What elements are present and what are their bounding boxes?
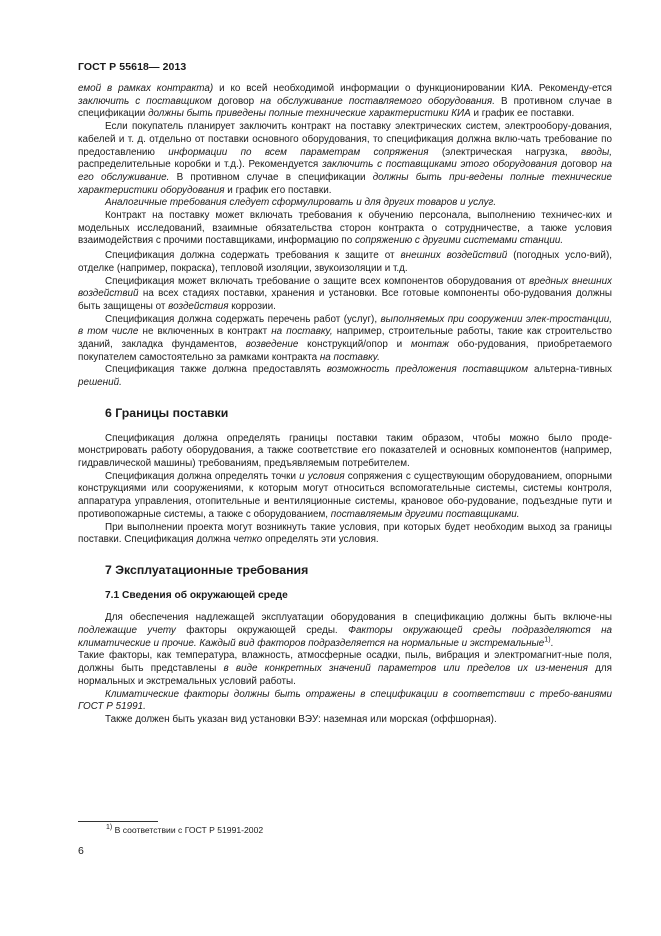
page-number: 6: [78, 845, 84, 857]
paragraph: Спецификация должна содержать перечень работ (услуг), выполняемых при сооружении элек-тростанции, в том числе не включенных в контракт на поставку, например, строительные работы, такие как строительство зданий, закладка фундаментов, возведение конструкций/опор и монтаж обо-рудования, приобретаемого покупателем самостоятельно за рамками контракта на поставку.: [78, 313, 612, 363]
footnote-divider: [78, 821, 158, 822]
section-heading: 6 Границы поставки: [105, 405, 229, 420]
paragraph: Спецификация должна определять точки и условия сопряжения с существующим оборудованием, опорными конструкциями или сооружениями, к которым могут относиться вспомогательные системы, системы контроля, аппаратура управления, отопительные и вентиляционные системы, крановое обо-рудование, подъездные пути и противопожарные системы, а также с оборудованием, поставляемым другими поставщиками.: [78, 470, 612, 520]
paragraph: Спецификация может включать требование о защите всех компонентов оборудования от вредных внешних воздействий на всех стадиях поставки, хранения и установки. Все готовые компоненты обо-рудования должны быть защищены от воздействия коррозии.: [78, 275, 612, 312]
subsection-heading: 7.1 Сведения об окружающей среде: [105, 589, 288, 601]
paragraph: При выполнении проекта могут возникнуть такие условия, при которых будет необходим выход за границы поставки. Спецификация должна четко определять эти условия.: [78, 521, 612, 546]
document-body: [78, 83, 612, 727]
paragraph: Спецификация должна содержать требования к защите от внешних воздействий (погодных усло-вий), отделке (например, покраска), тепловой изоляции, звукоизоляции и т.д.: [78, 250, 612, 274]
paragraph: Также должен быть указан вид установки ВЭУ: наземная или морская (оффшорная).: [105, 713, 497, 725]
footnote-text: В соответствии с ГОСТ Р 51991-2002: [112, 825, 264, 835]
paragraph: Для обеспечения надлежащей эксплуатации оборудования в спецификацию должны быть включе-ны подлежащие учету факторы окружающей среды. Факторы окружающей среды подразделяются на климатические и прочие. Каждый вид факторов подразделяется на нормальные и экстремальные$^{1)}$.: [78, 612, 613, 649]
paragraph: емой в рамках контракта) и ко всей необходимой информации о функционировании КИА. Рекоменду-ется заключить с поставщиком договор на обслуживание поставляемого оборудования. В противном случае в спецификации должны быть приведены полные технические характеристики КИА и график ее поставки.: [78, 83, 612, 120]
paragraph: Аналогичные требования следует сформулировать и для других товаров и услуг.: [105, 197, 497, 209]
paragraph: Спецификация также должна предоставлять возможность предложения поставщиком альтерна-тивных решений.: [78, 364, 612, 389]
footnote-ref[interactable]: 1): [544, 636, 551, 644]
paragraph: Спецификация должна определять границы поставки таким образом, чтобы можно было проде-монстрировать работу оборудования, а также соответствие его показателей и основных компонентов (например, гидравлической машины) требованиям, предъявляемым потребителем.: [78, 432, 612, 469]
footnote-mark: 1): [106, 824, 113, 832]
paragraph: Контракт на поставку может включать требования к обучению персонала, выполнению техничес-ких и модельных исследований, взаимные обязательства сторон контракта о сотрудничестве, а также условия взаимодействия с прочими поставщиками, информацию по сопряжению с другими системами станции.: [78, 210, 612, 247]
document-header: ГОСТ Р 55618— 2013: [78, 61, 187, 73]
footnote: [106, 825, 263, 835]
section-heading: 7 Эксплуатационные требования: [105, 562, 309, 577]
paragraph: Такие факторы, как температура, влажность, атмосферные осадки, пыль, вибрация и электромагнит-ные поля, должны быть представлены в виде конкретных значений параметров или пределов их из-менения для нормальных и экстремальных условий работы.: [78, 650, 612, 687]
paragraph: Климатические факторы должны быть отражены в спецификации в соответствии с требо-ваниями ГОСТ Р 51991.: [78, 688, 612, 713]
paragraph: Если покупатель планирует заключить контракт на поставку электрических систем, электрообору-дования, кабелей и т. д. отдельно от поставки основного оборудования, то спецификация должна вклю-чать требование по предоставлению информации по всем параметрам сопряжения (электрическая нагрузка, вводы, распределительные коробки и т.д.). Рекомендуется заключить с поставщиками этого оборудования договор на его обслуживание. В противном случае в спецификации должны быть при-ведены полные технические характеристики оборудования и график его поставки.: [78, 121, 612, 196]
